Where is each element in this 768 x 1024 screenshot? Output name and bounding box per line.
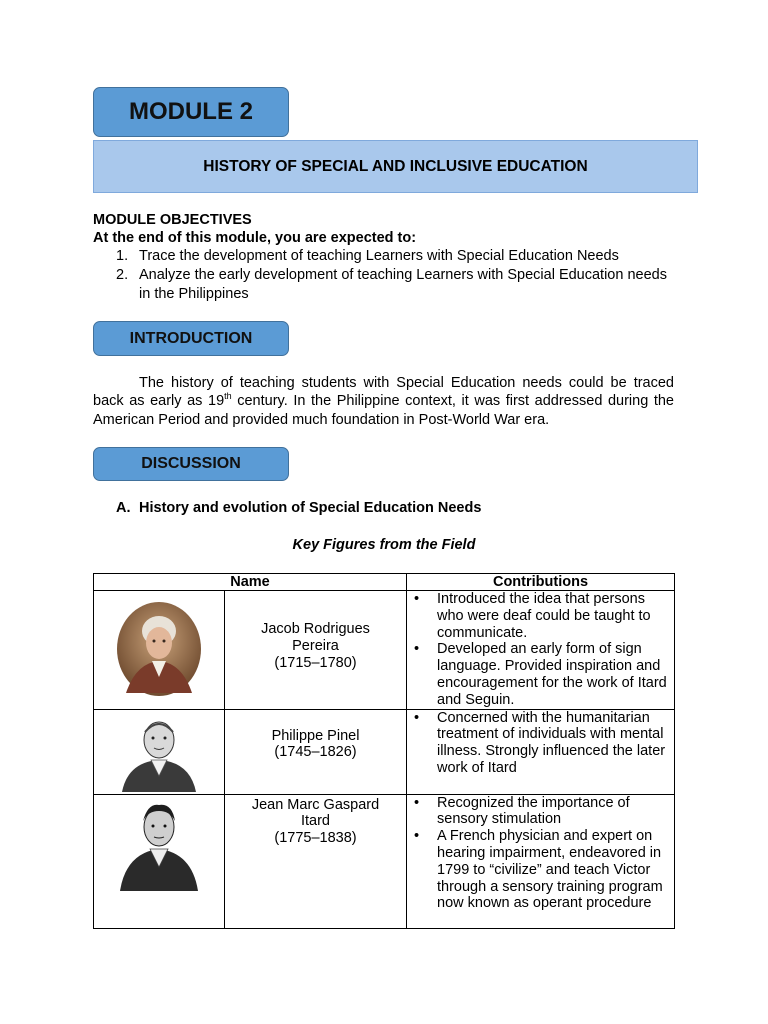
introduction-paragraph (93, 374, 674, 429)
contribution-item: • Developed an early form of sign language. Provided inspiration and encouragement for the work of Itard and Seguin. (437, 641, 674, 708)
objectives-heading: MODULE OBJECTIVES (93, 212, 252, 228)
contribution-item: • Concerned with the humanitarian treatment of individuals with mental illness. Strongly influenced the later work of Itard (437, 710, 674, 777)
contribution-list (407, 710, 674, 777)
figure-name: Jean Marc Gaspard Itard (251, 796, 380, 830)
figure-years: (1745–1826) (274, 744, 357, 761)
module-badge: MODULE 2 (93, 87, 289, 137)
contribution-item: • Recognized the importance of sensory stimulation (437, 795, 674, 829)
section-heading (116, 499, 481, 518)
portrait-cell (94, 794, 225, 928)
portrait-engraving-icon (118, 799, 200, 891)
portrait-oval-icon (116, 601, 202, 697)
figure-years: (1715–1780) (274, 654, 357, 671)
objective-text: Trace the development of teaching Learners with Special Education Needs (139, 248, 619, 264)
figure-name: Jacob Rodrigues Pereira (261, 621, 370, 654)
objectives-subheading: At the end of this module, you are expected to: (93, 230, 417, 246)
contribution-list (407, 591, 674, 709)
intro-superscript: th (224, 391, 232, 402)
objective-text: Analyze the early development of teaching Learners with Special Education needs in the Philippines (139, 267, 667, 302)
contributions-cell (407, 591, 675, 710)
module-title: HISTORY OF SPECIAL AND INCLUSIVE EDUCATION (93, 140, 698, 193)
figure-name: Philippe Pinel (271, 727, 360, 744)
table-row (94, 591, 675, 710)
contributions-cell (407, 709, 675, 794)
table-header-row (94, 574, 675, 591)
intro-text-end: century. In the Philippine context, it was first addressed during the American Period and provided much foundation in Post-World War era. (93, 393, 674, 428)
objective-number: 1. (116, 248, 129, 264)
figure-years: (1775–1838) (274, 830, 357, 847)
key-figures-table (93, 573, 675, 929)
portrait-cell (94, 709, 225, 794)
table-caption: Key Figures from the Field (292, 537, 476, 553)
portrait-engraving-icon (118, 714, 200, 792)
contribution-item: • A French physician and expert on hearing impairment, endeavored in 1799 to “civilize” and teach Victor through a sensory training program now known as operant procedure (437, 828, 674, 912)
name-cell (225, 591, 407, 710)
contribution-item: • Introduced the idea that persons who were deaf could be taught to communicate. (437, 591, 674, 641)
contributions-cell (407, 794, 675, 928)
section-title: History and evolution of Special Education Needs (139, 500, 482, 516)
intro-text-start: The history of teaching students with Special Education needs could be traced back as early as 19 (93, 375, 674, 410)
header-contributions: Contributions (407, 574, 675, 591)
contribution-list (407, 795, 674, 913)
discussion-heading: DISCUSSION (93, 447, 289, 481)
header-name: Name (94, 574, 407, 591)
section-number: A. (116, 500, 131, 516)
table-row (94, 794, 675, 928)
portrait-cell (94, 591, 225, 710)
name-cell (225, 794, 407, 928)
table-row (94, 709, 675, 794)
introduction-heading: INTRODUCTION (93, 321, 289, 356)
name-cell (225, 709, 407, 794)
objective-number: 2. (116, 267, 129, 283)
